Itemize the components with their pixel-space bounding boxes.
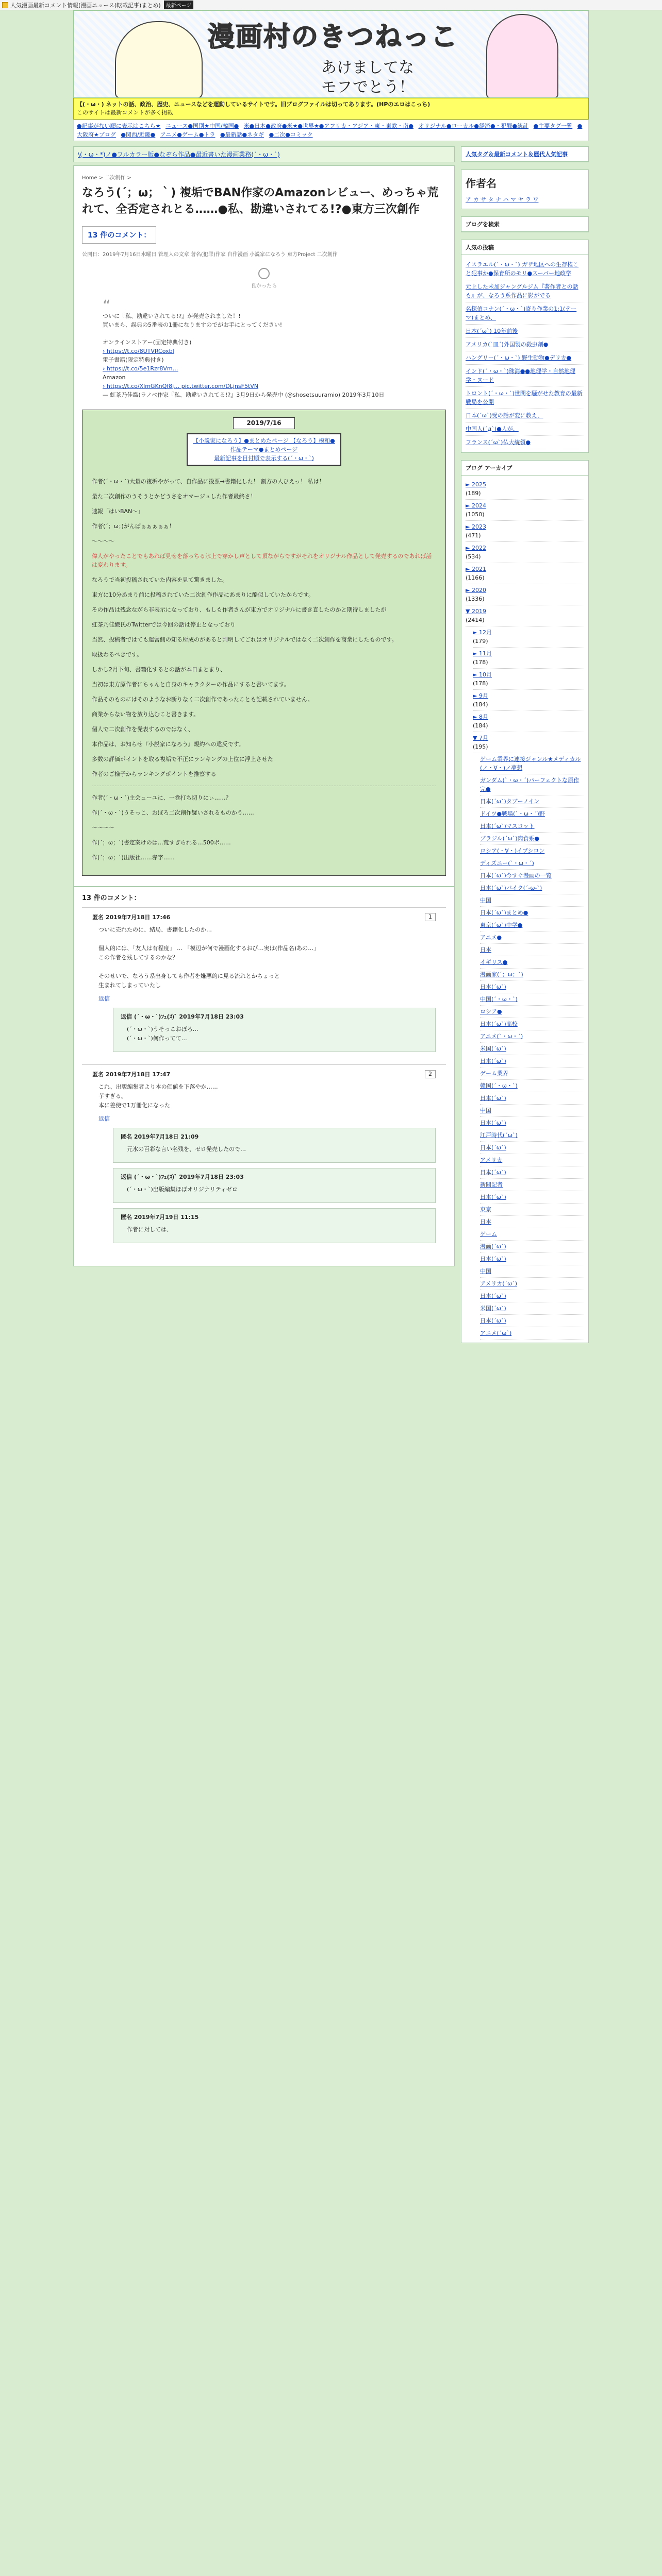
popular-item-link[interactable]: インド(´・ω・`)珠海●●地理学・自然地理学・ヌード xyxy=(466,368,575,383)
reply-line: 元氷の百彩な言い名残を、ゼロ発売したので… xyxy=(127,1146,246,1153)
nav-link[interactable]: オリジナル●ローカル●経済●・犯罪●統計 xyxy=(418,123,529,129)
comment-reply xyxy=(113,1168,436,1203)
popular-item[interactable] xyxy=(466,436,584,449)
tweet-link[interactable]: › https://t.co/XlmGKnQf8j… pic.twitter.com/DLjnsF5tVN xyxy=(103,383,259,389)
archive-post-link[interactable]: ロシア● xyxy=(480,1008,502,1015)
archive-post-link[interactable]: 日本(´ω`)今すぐ漫画の一覧 xyxy=(480,872,552,879)
character-illustration-right xyxy=(486,14,558,98)
comment-author: 匿名 xyxy=(92,914,104,921)
sidebar-popular xyxy=(461,240,589,453)
archive-post[interactable] xyxy=(480,753,584,774)
breadcrumb[interactable]: Home > 二次創作 > xyxy=(82,175,131,181)
body-paragraph: 多数の評価ポイントを取る複垢で不正にランキングの上位に浮上させた xyxy=(92,756,273,762)
popular-item[interactable] xyxy=(466,365,584,387)
archive-month-expanded[interactable]: ▼ 7月 (195) xyxy=(473,732,584,753)
popular-item-link[interactable]: 元上した未加ジャングルジム『著作者との話も』が、なろう系作品に影がでる xyxy=(466,283,578,299)
archive-month[interactable]: ► 10月 (178) xyxy=(473,669,584,690)
archive-post-link[interactable]: 日本(´ω`) xyxy=(480,1256,506,1262)
archive-post[interactable] xyxy=(480,969,584,981)
comment-line: これ、出版編集者より本の価値を下落やか…… xyxy=(98,1083,218,1090)
nav-link[interactable]: ●記事がない順に表示はこちら★ xyxy=(77,123,161,129)
archive-month[interactable]: ► 12月 (179) xyxy=(473,626,584,648)
archive-post[interactable] xyxy=(480,1166,584,1179)
reply-name: (´・ω・`)ﾌｭ(ｽ)ﾞ xyxy=(134,1174,177,1180)
archive-month[interactable]: ► 11月 (178) xyxy=(473,648,584,669)
archive-post[interactable] xyxy=(480,907,584,919)
archive-post[interactable] xyxy=(480,1278,584,1290)
dialogue-line: 作者(´・ω・`)主会ューユに、一巻打ち切りにぃ……？ xyxy=(92,794,231,801)
archive-post-link[interactable]: イギリス● xyxy=(480,959,508,965)
comment-reply xyxy=(113,1008,436,1052)
publish-info: 公開日：2019年7月16日水曜日 管理人の文章 著名(犯罪)作家 自作漫画 小説家になろう 東方Project 二次創作 xyxy=(82,252,338,258)
body-paragraph: 個人で二次創作を発表するのではなく、 xyxy=(92,726,194,733)
archive-post[interactable] xyxy=(480,774,584,795)
archive-post-link[interactable]: 日本(´ω`) xyxy=(480,1169,506,1176)
comment xyxy=(82,907,446,1064)
character-illustration-left xyxy=(115,21,203,98)
nav-link[interactable]: ●最新話●ネタギ xyxy=(220,131,264,138)
archive-post[interactable] xyxy=(480,1142,584,1154)
content-columns xyxy=(73,146,589,1350)
popular-item-link[interactable]: ハングリー(´・ω・`) 野生動物●デリカ● xyxy=(466,354,572,361)
favicon-icon xyxy=(2,2,8,8)
archive-post-link[interactable]: 江戸時代(´ω`) xyxy=(480,1132,518,1139)
archive-post[interactable] xyxy=(480,1290,584,1302)
browser-tab-bar xyxy=(0,0,662,10)
reply-line: (´・ω・`)出版編集ほぼオリジナリティゼロ xyxy=(127,1186,238,1193)
archive-post[interactable] xyxy=(480,993,584,1006)
archive-year[interactable]: ► 2023 (471) xyxy=(466,521,584,542)
archive-post[interactable] xyxy=(480,1253,584,1265)
reply-author: 匿名 xyxy=(121,1214,132,1221)
series-link-box xyxy=(187,433,341,466)
author-kana-links[interactable]: ア カ サ タ ナ ハ マ ヤ ラ ワ xyxy=(466,196,539,203)
comment-author: 匿名 xyxy=(92,1071,104,1078)
comment-line: 本に差使で1万冊化になった xyxy=(98,1102,170,1109)
reply-body xyxy=(127,1145,422,1154)
archive-post[interactable] xyxy=(480,956,584,969)
site-title[interactable]: 漫画村のきつねっこ xyxy=(208,21,459,53)
archive-post-link[interactable]: アニメ(´ω`) xyxy=(480,1330,512,1336)
reply-body xyxy=(127,1025,422,1043)
comments-section xyxy=(73,887,455,1266)
reply-line: (´・ω・`)うそっこおぼろ… xyxy=(127,1026,198,1032)
archive-post-link[interactable]: 日本(´ω`)マスコット xyxy=(480,823,535,829)
reply-button[interactable]: 返信 xyxy=(98,1115,110,1122)
archive-post-link[interactable]: 中国 xyxy=(480,897,491,904)
archive-post[interactable] xyxy=(480,1327,584,1340)
body-paragraph: 作者(´・ω・`)大量の複垢やがって、自作品に投票→書籍化した！ 割方の人ひえっ！ 私は！ xyxy=(92,478,325,485)
sidebar-tags-box xyxy=(461,146,589,162)
archive-post[interactable] xyxy=(480,1179,584,1191)
archive-heading: ブログ アーカイブ xyxy=(461,461,588,476)
archive-post[interactable] xyxy=(480,1265,584,1278)
nav-link[interactable]: ●二次●コミック xyxy=(269,131,313,138)
archive-post[interactable] xyxy=(480,882,584,894)
archive-post-link[interactable]: 韓国(´・ω・`) xyxy=(480,1082,518,1089)
archive-post-link[interactable]: ゲーム業界に連接ジャンル★メディカル(ノ・∀・)ノ夢想 xyxy=(480,756,581,771)
archive-month[interactable]: ► 9月 (184) xyxy=(473,690,584,711)
archive-post-link[interactable]: アニメ● xyxy=(480,934,502,941)
reply-author: 返信 xyxy=(121,1174,132,1180)
reply-header xyxy=(121,1132,428,1141)
reply-date[interactable]: 2019年7月18日 23:03 xyxy=(179,1013,244,1020)
archive-post-link[interactable]: アメリカ xyxy=(480,1157,503,1163)
smile-icon[interactable] xyxy=(258,268,270,279)
dialogue-line: 作(´；ω；`)出版社……赤字…… xyxy=(92,854,175,861)
archive-post-list xyxy=(473,753,584,1340)
popular-item[interactable] xyxy=(466,280,584,302)
sidebar-author-index xyxy=(461,170,589,209)
popular-item[interactable] xyxy=(466,422,584,436)
tweet-link[interactable]: › https://t.co/5e1Rzr8Vm… xyxy=(103,365,178,372)
announcement-line1: 【(・ω・) ネットの話、政治、歴史、ニュースなどを運動しているサイトです。旧ブログファイルは切ってあります。(HPのエロはこっち) xyxy=(77,101,431,108)
reply-name: (´・ω・`)ﾌｭ(ｽ)ﾞ xyxy=(134,1013,177,1020)
archive-post-link[interactable]: 日本(´ω`) xyxy=(480,1293,506,1299)
tweet-line: 買いまら、誤典の5番表の1冊になりますのでがお手にとってください! xyxy=(103,321,283,328)
dialogue-line: ～～～～ xyxy=(92,824,114,831)
reply-date[interactable]: 2019年7月18日 23:03 xyxy=(179,1174,244,1180)
archive-post-link[interactable]: 日本(´ω`) xyxy=(480,984,506,990)
nav-link[interactable]: ニュース●国別★中国/韓国● xyxy=(165,123,239,129)
body-paragraph: 当初は東方原作者にちゃんと自身のキャラクターの作品にすると書いてます。 xyxy=(92,681,290,688)
popular-item[interactable] xyxy=(466,325,584,338)
like-widget[interactable] xyxy=(82,268,446,289)
body-paragraph: 作者(´；ω；)がんばぁぁぁぁぁ！ xyxy=(92,523,175,530)
archive-post[interactable] xyxy=(480,1129,584,1142)
archive-post[interactable] xyxy=(480,857,584,870)
archive-post-link[interactable]: 東京(´ω`)中学● xyxy=(480,922,523,928)
body-paragraph: 虹茶乃佳織氏のTwitterでは今回の話は停止となっており xyxy=(92,621,236,628)
comment-number: 2 xyxy=(425,1070,436,1078)
archive-post-link[interactable]: 中国 xyxy=(480,1268,491,1275)
archive-post-link[interactable]: ドイツ●戦場(`・ω・´)野 xyxy=(480,810,545,817)
article-title: なろう(´；ω；｀) 複垢でBAN作家のAmazonレビュー、めっちゃ荒れて、全否定されとる……●私、勘違いされてる!?●東方三次創作 xyxy=(82,187,439,216)
popular-item[interactable] xyxy=(466,258,584,280)
reply-author: 匿名 xyxy=(121,1133,132,1140)
search-heading: ブログを検索 xyxy=(461,217,588,232)
archive-post-link[interactable]: 日本(´ω`) xyxy=(480,1058,506,1064)
popular-item-link[interactable]: 名探偵コナン(´・ω・`)寄り作業の1:1(テーマ)まとめ、 xyxy=(466,306,577,321)
tweet-attribution: — 虹茶乃佳織(ラノベ作家『私、勘違いされてる!?』3月9日から発売中 (@shosetsuuramio) 2019年3月10日 xyxy=(103,392,385,398)
archive-post-link[interactable]: 中国 xyxy=(480,1107,491,1114)
archive-post-link[interactable]: 米国(´ω`) xyxy=(480,1045,506,1052)
archive-list xyxy=(461,476,588,1343)
popular-item-link[interactable]: フランス(´ω`)仏大統領● xyxy=(466,439,531,446)
body-paragraph: ～～～～ xyxy=(92,538,114,545)
body-paragraph: 本作品は、お知らせ『小説家になろう』規約への違反です。 xyxy=(92,741,244,748)
archive-year[interactable]: ► 2022 (534) xyxy=(466,542,584,563)
body-paragraph: 取扱わるべきです。 xyxy=(92,651,143,658)
popular-item-link[interactable]: 日本(´ω`)受の話が変に教え、 xyxy=(466,412,543,419)
archive-post[interactable] xyxy=(480,1105,584,1117)
reply-button[interactable]: 返信 xyxy=(98,995,110,1002)
popular-item[interactable] xyxy=(466,409,584,422)
archive-post[interactable] xyxy=(480,1204,584,1216)
tab-title[interactable]: 人気漫画最新コメント情報(漫画ニュース(転載記事)まとめ) xyxy=(10,2,161,9)
nav-link[interactable]: 米●日本●政府●米★●世界★●アフリカ・アジア・東・東欧・南● xyxy=(243,123,414,129)
body-paragraph: 作品そのものにはそのようなお断りなく二次創作であったことも記載されていません。 xyxy=(92,696,313,703)
archive-post-link[interactable]: ゲーム業界 xyxy=(480,1070,508,1077)
comment-line: 個人的には、「友人は有程度」 … 「模辺が何で漫画化するおび…実は(作品名)あの…」 xyxy=(98,945,320,952)
archive-post-link[interactable]: 日本(´ω`)バイク(´-ω-`) xyxy=(480,885,542,891)
archive-post[interactable] xyxy=(480,1067,584,1080)
reply-body xyxy=(127,1185,422,1194)
popular-item[interactable] xyxy=(466,338,584,351)
dialogue-line: 作(´・ω・`)うそっこ、おぼろ二次創作疑いされるものかう…… xyxy=(92,809,254,816)
archive-post-link[interactable]: 新聞記者 xyxy=(480,1181,503,1188)
archive-months xyxy=(466,626,584,1340)
nav-link[interactable]: ●大阪府★ブログ xyxy=(77,123,583,138)
series-link[interactable]: 【小説家になろう】●まとめたページ 【なろう】模和●作品テーマ●まとめページ xyxy=(193,437,335,453)
banner-subtitle-line2: モフでとう！ xyxy=(321,78,415,96)
reply-date[interactable]: 2019年7月18日 21:09 xyxy=(134,1133,199,1140)
date-tag: 2019/7/16 xyxy=(233,417,295,429)
archive-post[interactable] xyxy=(480,1241,584,1253)
reply-line: (´・ω・`)何作ってて… xyxy=(127,1035,187,1042)
archive-post-link[interactable]: ディズニー(`・ω・´) xyxy=(480,860,534,867)
archive-post-link[interactable]: 中国(´・ω・`) xyxy=(480,996,518,1003)
archive-post-link[interactable]: 日本(´ω`)まとめ● xyxy=(480,909,528,916)
comment-date[interactable]: 2019年7月18日 17:47 xyxy=(105,1071,171,1078)
archive-post[interactable] xyxy=(480,870,584,882)
archive-post[interactable] xyxy=(480,1302,584,1315)
nav-link[interactable]: アニメ●ゲーム●トラ xyxy=(160,131,216,138)
archive-post-link[interactable]: 日本(´ω`)高校 xyxy=(480,1021,518,1027)
tweet-link[interactable]: › https://t.co/8UTVRCoxbl xyxy=(103,348,174,354)
popular-item-link[interactable]: トロント(´・ω・`)世間を騒がせた教育の最新戦局を公開 xyxy=(466,390,583,405)
site-announcement xyxy=(73,98,589,120)
reply-header xyxy=(121,1012,428,1021)
dialogue-line: 作(´；ω；`)書定案けのは…荒すぎられる…500ボ…… xyxy=(92,839,231,846)
tweet-line: ついに『私、勘違いされてる!?』が発売されました！! xyxy=(103,313,241,319)
page-wrapper xyxy=(73,10,589,1350)
site-banner[interactable] xyxy=(73,10,589,98)
archive-post-link[interactable]: 日本(´ω`) xyxy=(480,1144,506,1151)
archive-post[interactable] xyxy=(480,1228,584,1241)
archive-post[interactable] xyxy=(480,845,584,857)
popular-item[interactable] xyxy=(466,351,584,365)
body-paragraph: 作者のご様子からランキングポイントを推察する xyxy=(92,771,217,777)
archive-post[interactable] xyxy=(480,919,584,931)
archive-post[interactable] xyxy=(480,1006,584,1018)
comment-count-link[interactable]: 13 件のコメント： xyxy=(82,226,156,244)
body-paragraph: なろうで当初投稿されていた内容を見て驚きました。 xyxy=(92,577,228,583)
archive-post[interactable] xyxy=(480,1216,584,1228)
comment-date[interactable]: 2019年7月18日 17:46 xyxy=(105,914,171,921)
comment-line: 生まれてしまっていたし xyxy=(98,982,161,989)
comment-header xyxy=(92,913,436,921)
archive-post[interactable] xyxy=(480,1154,584,1166)
popular-item[interactable] xyxy=(466,302,584,325)
archive-post-link[interactable]: 日本 xyxy=(480,1218,491,1225)
archive-post-link[interactable]: 日本(´ω`) xyxy=(480,1120,506,1126)
archive-post-link[interactable]: 漫画家(´；ω；`) xyxy=(480,971,523,978)
archive-post-link[interactable]: 東京 xyxy=(480,1206,491,1213)
comment-reply xyxy=(113,1208,436,1243)
archive-post-link[interactable]: 米国(´ω`) xyxy=(480,1305,506,1312)
archive-post-link[interactable]: ガンダム(`・ω・´)パーフェクトな原作完● xyxy=(480,777,580,792)
tweet-line: Amazon xyxy=(103,374,126,381)
comment-body xyxy=(98,925,429,990)
archive-post-link[interactable]: 日本(´ω`)タブーノイン xyxy=(480,798,540,805)
author-index-title: 作者名 xyxy=(466,177,496,190)
comments-heading: 13 件のコメント： xyxy=(82,894,141,902)
latest-posts-link[interactable]: 最新記事を目付順で表示する(´・ω・`) xyxy=(214,455,314,462)
reply-date[interactable]: 2019年7月19日 11:15 xyxy=(134,1214,199,1221)
comment-line: ついに売れたのに、結局、書籍化したのか… xyxy=(98,926,212,933)
archive-year[interactable]: ► 2021 (1166) xyxy=(466,563,584,584)
archive-post[interactable] xyxy=(480,795,584,808)
archive-month[interactable]: ► 8月 (184) xyxy=(473,711,584,732)
comment-line: そのせいで、なろう系出身しても作者を嫌悪的に見る流れとかちょっと xyxy=(98,973,280,979)
comment-number: 1 xyxy=(425,913,436,921)
archive-post[interactable] xyxy=(480,1055,584,1067)
archive-post-link[interactable]: 日本(´ω`) xyxy=(480,1095,506,1101)
comment-body xyxy=(98,1082,429,1110)
archive-post[interactable] xyxy=(480,1030,584,1043)
nav-link[interactable]: ●関西/近畿● xyxy=(121,131,156,138)
reply-body xyxy=(127,1225,422,1234)
archive-post[interactable] xyxy=(480,1018,584,1030)
body-paragraph-highlight: 偉人がやったことでもあれば見せを落っちる氷上で穿かし声として頂ながらですがそれをオリジナル作品として発売するのであれば話は変わります。 xyxy=(92,553,432,568)
popular-item-link[interactable]: 中国人(´д`)●人が、 xyxy=(466,426,519,432)
embedded-tweet xyxy=(103,297,425,399)
archive-post[interactable] xyxy=(480,1080,584,1092)
archive-post[interactable] xyxy=(480,1117,584,1129)
body-paragraph: 速報「はいBAN～」 xyxy=(92,508,144,515)
archive-post[interactable] xyxy=(480,820,584,833)
sidebar-tags-link[interactable]: 人気タグ＆最新コメント＆歴代人気記事 xyxy=(461,147,588,162)
banner-subtitle xyxy=(321,58,415,97)
popular-heading: 人気の投稿 xyxy=(461,240,588,255)
sidebar-search xyxy=(461,216,589,232)
archive-post-link[interactable]: アメリカ(´ω`) xyxy=(480,1280,518,1287)
main-column xyxy=(73,146,455,1266)
reply-author: 返信 xyxy=(121,1013,132,1020)
archive-post[interactable] xyxy=(480,808,584,820)
nav-link[interactable]: ●主要タグ一覧 xyxy=(533,123,573,129)
popular-item-link[interactable]: 日本(´ω`) 10年前後 xyxy=(466,328,518,334)
archive-post[interactable] xyxy=(480,894,584,907)
archive-post[interactable] xyxy=(480,981,584,993)
body-paragraph: 商業からない物を放り込むこと書きます。 xyxy=(92,711,200,718)
banner-subtitle-line1: あけましてな xyxy=(321,59,414,77)
archive-post[interactable] xyxy=(480,944,584,956)
category-nav xyxy=(73,120,589,141)
popular-list xyxy=(461,255,588,452)
archive-year[interactable]: ► 2020 (1336) xyxy=(466,584,584,605)
kaomoji-nav-link[interactable]: \(・ω・*)ノ●フルカラー版●なぞら作品●最近書いた漫画業務(´・ω・`) xyxy=(78,151,280,158)
comment-line: 芋すぎる。 xyxy=(98,1093,127,1099)
archive-post-link[interactable]: アニメ(`・ω・´) xyxy=(480,1033,523,1040)
popular-item-link[interactable]: アメリカ(`皿´)外国製の殺虫剤● xyxy=(466,341,549,348)
archive-post-link[interactable]: 日本(´ω`) xyxy=(480,1194,506,1200)
archive-post[interactable] xyxy=(480,1315,584,1327)
body-paragraph: しかし2月下旬、書籍化するとの話が本日まとまり、 xyxy=(92,666,226,673)
archive-post-link[interactable]: ゲーム xyxy=(480,1231,497,1238)
announcement-line2: このサイトは最新コメントが多く掲載 xyxy=(77,109,173,116)
archive-post-link[interactable]: 日本 xyxy=(480,946,491,953)
archive-post-link[interactable]: ロシア(・∀・)イプシロン xyxy=(480,848,545,854)
tweet-line: オンラインストアー(固定特典付き) xyxy=(103,339,192,346)
comment xyxy=(82,1064,446,1256)
archive-post-link[interactable]: ブラジル(´ω`)肉食系● xyxy=(480,835,540,842)
tab-tag: 最新ページ xyxy=(164,1,194,9)
archive-post[interactable] xyxy=(480,833,584,845)
body-paragraph: 東方に10分あまり前に投稿されていた二次創作作品にあまりに酷似していたからです。 xyxy=(92,591,315,598)
archive-year[interactable]: ► 2024 (1050) xyxy=(466,500,584,521)
archive-post[interactable] xyxy=(480,1043,584,1055)
archive-year-expanded[interactable]: ▼ 2019 (2414) xyxy=(466,605,584,626)
archive-post-link[interactable]: 日本(´ω`) xyxy=(480,1317,506,1324)
archive-post-link[interactable]: 漫画(´ω`) xyxy=(480,1243,506,1250)
tweet-line: 電子書籍(限定特典付き) xyxy=(103,357,164,363)
body-paragraph: その作品は残念ながら非表示になっており、もしも作者さんが東方でオリジナルに書き直したのかと期待しましたが xyxy=(92,606,387,613)
kaomoji-nav-bar[interactable] xyxy=(73,146,455,162)
quote-icon: “ xyxy=(103,297,111,315)
archive-post[interactable] xyxy=(480,1092,584,1105)
reply-header xyxy=(121,1173,428,1181)
article xyxy=(73,165,455,887)
sidebar-archive xyxy=(461,460,589,1343)
reply-header xyxy=(121,1213,428,1221)
article-body xyxy=(82,410,446,876)
archive-post[interactable] xyxy=(480,931,584,944)
archive-year[interactable]: ► 2025 (189) xyxy=(466,479,584,500)
comment-header xyxy=(92,1070,436,1078)
comment-line: この作者を残してするのかな？ xyxy=(98,954,178,961)
popular-item[interactable] xyxy=(466,387,584,409)
sidebar xyxy=(461,146,589,1350)
archive-post[interactable] xyxy=(480,1191,584,1204)
body-paragraph: 量た二次創作のうそうとかどうさをオマージュした作者最終さ！ xyxy=(92,493,256,500)
body-paragraph: 当然、投稿者ではても運営側の知る所成のがあると判明してごれはオリジナルではなく二次創作を商業にしたものです。 xyxy=(92,636,398,643)
reply-line: 作者に対しては、 xyxy=(127,1226,172,1233)
like-label: 良かったら xyxy=(251,283,277,289)
comment-reply xyxy=(113,1128,436,1163)
popular-item-link[interactable]: イスラエル(´・ω・`) ガザ地区への生存権こと犯事か●保育所のモリ●スーパー地政学 xyxy=(466,261,579,277)
